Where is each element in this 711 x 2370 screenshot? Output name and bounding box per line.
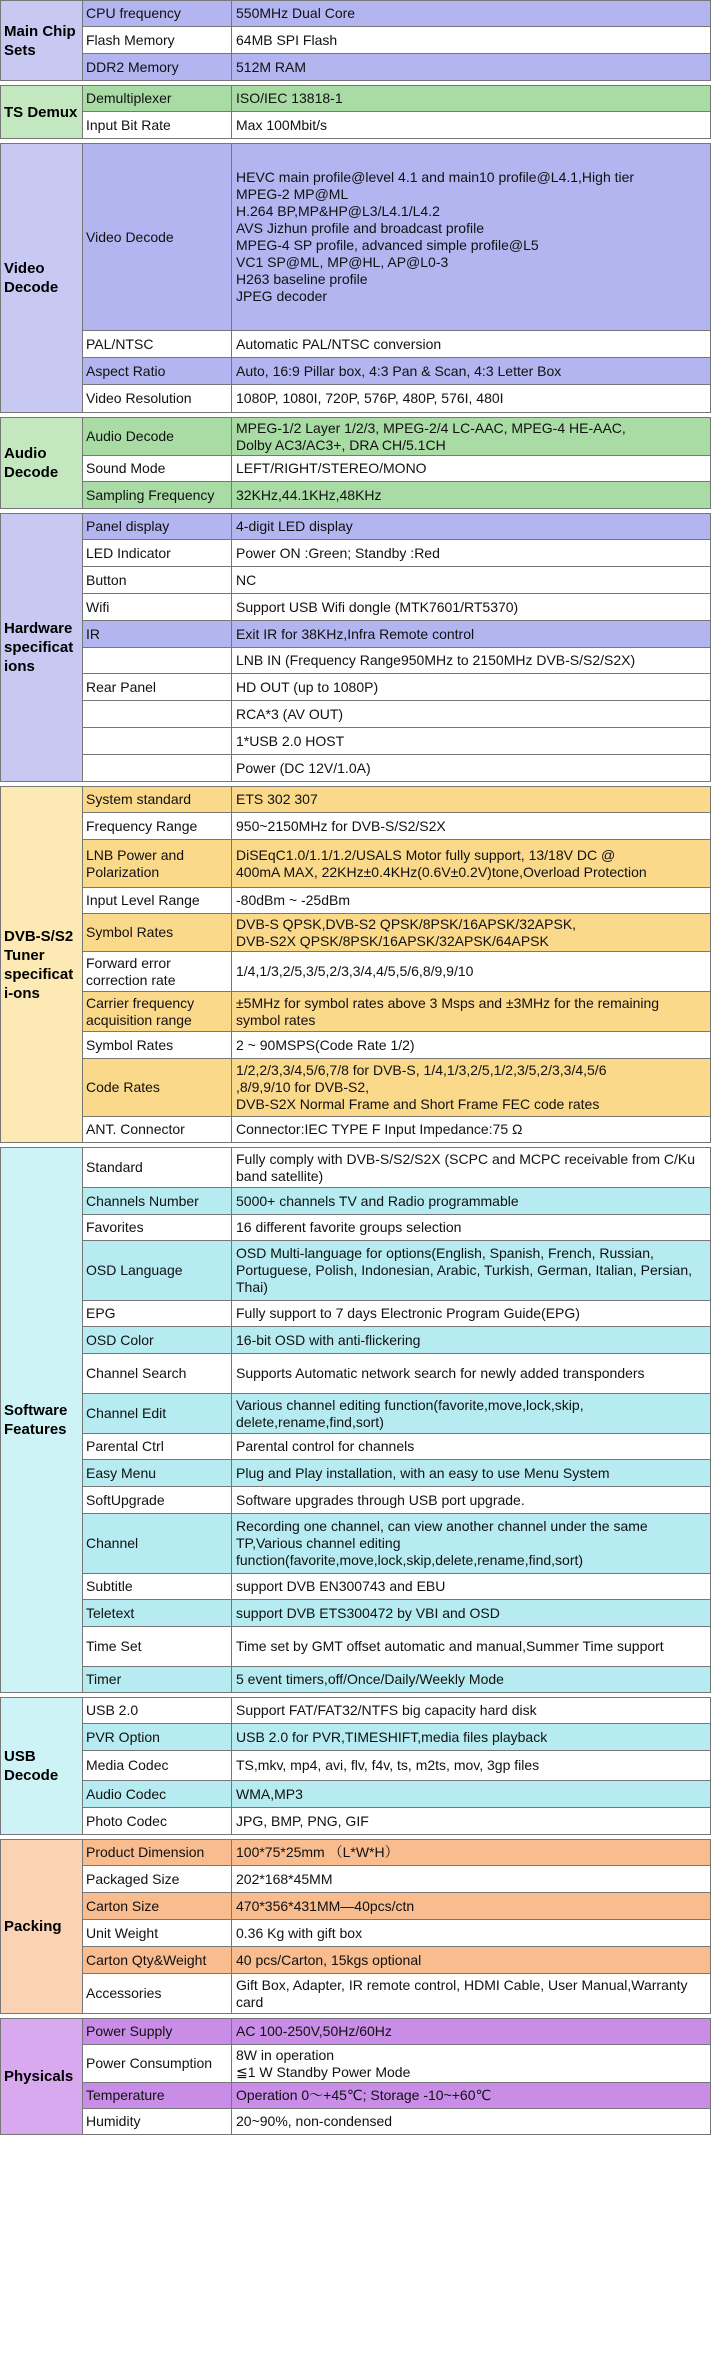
spec-key: Channel [82,1514,232,1573]
spec-value: 0.36 Kg with gift box [232,1920,711,1946]
spec-value: Fully comply with DVB-S/S2/S2X (SCPC and MCPC receivable from C/Ku band satellite) [232,1148,711,1187]
spec-row [82,755,711,782]
spec-value: 100*75*25mm （L*W*H） [232,1840,711,1865]
spec-value: LEFT/RIGHT/STEREO/MONO [232,456,711,481]
spec-value: Power (DC 12V/1.0A) [232,755,711,781]
spec-value: 512M RAM [232,54,711,80]
spec-row [82,1032,711,1059]
spec-section [0,786,711,1147]
section-title: Audio Decode [0,417,82,509]
spec-key: Demultiplexer [82,86,232,111]
spec-value: ISO/IEC 13818-1 [232,86,711,111]
spec-value: 202*168*45MM [232,1866,711,1892]
spec-key: Parental Ctrl [82,1434,232,1459]
spec-key: Carrier frequency acquisition range [82,992,232,1031]
spec-key: CPU frequency [82,1,232,26]
spec-row [82,456,711,482]
spec-value: Support USB Wifi dongle (MTK7601/RT5370) [232,594,711,620]
spec-key: Symbol Rates [82,914,232,951]
spec-key: LED Indicator [82,540,232,566]
spec-key: PVR Option [82,1724,232,1750]
spec-key: Channels Number [82,1188,232,1214]
spec-value: 950~2150MHz for DVB-S/S2/S2X [232,813,711,839]
spec-row [82,621,711,648]
spec-value: 1/2,2/3,3/4,5/6,7/8 for DVB-S, 1/4,1/3,2/5,1/2,3/5,2/3,3/4,5/6 ,8/9,9/10 for DVB-S2, DVB-S2X Normal Frame and Short Frame FEC code rates [232,1059,711,1116]
spec-row [82,482,711,509]
spec-value: 1*USB 2.0 HOST [232,728,711,754]
spec-row [82,1920,711,1947]
spec-row [82,674,711,701]
spec-row [82,1301,711,1327]
spec-key: EPG [82,1301,232,1326]
spec-row [82,648,711,674]
spec-key: Frequency Range [82,813,232,839]
spec-row [82,2109,711,2135]
spec-section [0,2018,711,2139]
spec-row [82,1840,711,1866]
spec-key: PAL/NTSC [82,331,232,357]
spec-value: Supports Automatic network search for newly added transponders [232,1354,711,1393]
spec-row [82,358,711,385]
spec-key: Symbol Rates [82,1032,232,1058]
spec-key: Standard [82,1148,232,1187]
spec-key: Channel Edit [82,1394,232,1433]
spec-key: Humidity [82,2109,232,2134]
spec-value: ETS 302 307 [232,787,711,812]
spec-section [0,85,711,143]
spec-row [82,1627,711,1667]
spec-key: Audio Codec [82,1781,232,1807]
spec-value: NC [232,567,711,593]
spec-key: Flash Memory [82,27,232,53]
spec-row [82,787,711,813]
spec-row [82,1514,711,1574]
spec-row [82,840,711,888]
spec-row [82,331,711,358]
spec-key: OSD Color [82,1327,232,1353]
spec-section [0,143,711,417]
spec-value: 1080P, 1080I, 720P, 576P, 480P, 576I, 480I [232,385,711,412]
spec-key: Rear Panel [82,674,232,700]
spec-row [82,728,711,755]
spec-key: USB 2.0 [82,1698,232,1723]
spec-row [82,1215,711,1241]
spec-row [82,1487,711,1514]
spec-value: USB 2.0 for PVR,TIMESHIFT,media files playback [232,1724,711,1750]
spec-row [82,1698,711,1724]
spec-value: support DVB ETS300472 by VBI and OSD [232,1600,711,1626]
section-title: USB Decode [0,1697,82,1835]
spec-value: TS,mkv, mp4, avi, flv, f4v, ts, m2ts, mov, 3gp files [232,1751,711,1780]
spec-value: Recording one channel, can view another channel under the same TP,Various channel editing function(favorite,move,lock,skip,delete,rename,find,sort) [232,1514,711,1573]
spec-value: RCA*3 (AV OUT) [232,701,711,727]
spec-section [0,1147,711,1697]
spec-row [82,1574,711,1600]
spec-key: Input Bit Rate [82,112,232,138]
spec-section [0,513,711,786]
spec-value: 32KHz,44.1KHz,48KHz [232,482,711,508]
spec-row [82,1600,711,1627]
spec-key [82,648,232,673]
spec-row [82,86,711,112]
spec-row [82,1893,711,1920]
spec-value: 5 event timers,off/Once/Daily/Weekly Mode [232,1667,711,1692]
spec-value: support DVB EN300743 and EBU [232,1574,711,1599]
spec-row [82,888,711,914]
spec-key: Time Set [82,1627,232,1666]
spec-value: ±5MHz for symbol rates above 3 Msps and ±3MHz for the remaining symbol rates [232,992,711,1031]
spec-key: Power Consumption [82,2045,232,2082]
spec-value: 20~90%, non-condensed [232,2109,711,2134]
spec-row [82,1974,711,2014]
spec-value: 16-bit OSD with anti-flickering [232,1327,711,1353]
spec-row [82,1751,711,1781]
spec-key: Favorites [82,1215,232,1240]
spec-key: Audio Decode [82,418,232,455]
spec-value: Power ON :Green; Standby :Red [232,540,711,566]
spec-value: -80dBm ~ -25dBm [232,888,711,913]
spec-value: Support FAT/FAT32/NTFS big capacity hard disk [232,1698,711,1723]
spec-row [82,567,711,594]
spec-section [0,417,711,513]
spec-value: 16 different favorite groups selection [232,1215,711,1240]
spec-key: Aspect Ratio [82,358,232,384]
spec-key: Teletext [82,1600,232,1626]
spec-key [82,701,232,727]
spec-value: 8W in operation ≦1 W Standby Power Mode [232,2045,711,2082]
spec-key: Video Decode [82,144,232,330]
spec-row [82,2045,711,2083]
section-title: Packing [0,1839,82,2014]
spec-row [82,144,711,331]
spec-value: Software upgrades through USB port upgrade. [232,1487,711,1513]
spec-value: DVB-S QPSK,DVB-S2 QPSK/8PSK/16APSK/32APSK, DVB-S2X QPSK/8PSK/16APSK/32APSK/64APSK [232,914,711,951]
spec-row [82,2019,711,2045]
spec-row [82,1148,711,1188]
spec-row [82,1117,711,1143]
spec-value: 64MB SPI Flash [232,27,711,53]
spec-row [82,1327,711,1354]
spec-key: Channel Search [82,1354,232,1393]
spec-row [82,54,711,81]
spec-value: Exit IR for 38KHz,Infra Remote control [232,621,711,647]
spec-key [82,728,232,754]
spec-value: HEVC main profile@level 4.1 and main10 profile@L4.1,High tier MPEG-2 MP@ML H.264 BP,MP&HP@L3/L4.1/L4.2 AVS Jizhun profile and broadcast profile MPEG-4 SP profile, advanced simple profile@L5 VC1 SP@ML, MP@HL, AP@L0-3 H263 baseline profile JPEG decoder [232,144,711,330]
spec-value: Plug and Play installation, with an easy to use Menu System [232,1460,711,1486]
spec-section [0,1839,711,2018]
spec-key: Video Resolution [82,385,232,412]
spec-key: Carton Qty&Weight [82,1947,232,1973]
spec-key: DDR2 Memory [82,54,232,80]
spec-row [82,1059,711,1117]
section-title: Video Decode [0,143,82,413]
spec-value: Connector:IEC TYPE F Input Impedance:75 Ω [232,1117,711,1142]
spec-row [82,992,711,1032]
spec-row [82,813,711,840]
spec-row [82,1241,711,1301]
spec-row [82,540,711,567]
spec-value: 470*356*431MM—40pcs/ctn [232,1893,711,1919]
section-title: Software Features [0,1147,82,1693]
spec-value: MPEG-1/2 Layer 1/2/3, MPEG-2/4 LC-AAC, MPEG-4 HE-AAC, Dolby AC3/AC3+, DRA CH/5.1CH [232,418,711,455]
spec-key: System standard [82,787,232,812]
spec-key: Sampling Frequency [82,482,232,508]
spec-section [0,0,711,85]
spec-row [82,1808,711,1835]
spec-key: Photo Codec [82,1808,232,1834]
section-title: Hardware specificat ions [0,513,82,782]
spec-key: Product Dimension [82,1840,232,1865]
spec-value: Time set by GMT offset automatic and manual,Summer Time support [232,1627,711,1666]
spec-row [82,1,711,27]
spec-key: Forward error correction rate [82,952,232,991]
spec-key: Panel display [82,514,232,539]
spec-value: 40 pcs/Carton, 15kgs optional [232,1947,711,1973]
spec-row [82,1188,711,1215]
section-title: Physicals [0,2018,82,2135]
spec-value: 4-digit LED display [232,514,711,539]
spec-value: DiSEqC1.0/1.1/1.2/USALS Motor fully support, 13/18V DC @ 400mA MAX, 22KHz±0.4KHz(0.6V±0.2V)tone,Overload Protection [232,840,711,887]
spec-key: Button [82,567,232,593]
spec-key: Media Codec [82,1751,232,1780]
spec-row [82,2083,711,2109]
spec-row [82,112,711,139]
spec-row [82,1947,711,1974]
spec-row [82,27,711,54]
spec-key: ANT. Connector [82,1117,232,1142]
spec-key: IR [82,621,232,647]
spec-key: Easy Menu [82,1460,232,1486]
spec-row [82,1354,711,1394]
spec-key: Wifi [82,594,232,620]
spec-row [82,1434,711,1460]
section-title: DVB-S/S2 Tuner specificat i-ons [0,786,82,1143]
spec-row [82,594,711,621]
spec-value: Max 100Mbit/s [232,112,711,138]
spec-value: Operation 0～+45℃; Storage -10~+60℃ [232,2083,711,2108]
spec-value: WMA,MP3 [232,1781,711,1807]
spec-key: Temperature [82,2083,232,2108]
spec-key: Packaged Size [82,1866,232,1892]
spec-key [82,755,232,781]
spec-key: Unit Weight [82,1920,232,1946]
spec-row [82,1724,711,1751]
spec-row [82,1460,711,1487]
spec-value: OSD Multi-language for options(English, Spanish, French, Russian, Portuguese, Polish, Indonesian, Arabic, Turkish, German, Italian, Persian, Thai) [232,1241,711,1300]
spec-row [82,1866,711,1893]
spec-value: Fully support to 7 days Electronic Program Guide(EPG) [232,1301,711,1326]
spec-key: LNB Power and Polarization [82,840,232,887]
spec-row [82,385,711,413]
spec-value: HD OUT (up to 1080P) [232,674,711,700]
spec-key: OSD Language [82,1241,232,1300]
spec-key: Power Supply [82,2019,232,2044]
spec-row [82,514,711,540]
spec-row [82,1394,711,1434]
spec-row [82,1667,711,1693]
spec-key: Subtitle [82,1574,232,1599]
spec-key: Timer [82,1667,232,1692]
spec-value: 5000+ channels TV and Radio programmable [232,1188,711,1214]
section-title: Main Chip Sets [0,0,82,81]
spec-value: Automatic PAL/NTSC conversion [232,331,711,357]
spec-key: Accessories [82,1974,232,2013]
spec-value: Auto, 16:9 Pillar box, 4:3 Pan & Scan, 4:3 Letter Box [232,358,711,384]
spec-key: Code Rates [82,1059,232,1116]
section-title: TS Demux [0,85,82,139]
spec-key: Sound Mode [82,456,232,481]
spec-key: SoftUpgrade [82,1487,232,1513]
spec-row [82,701,711,728]
spec-value: LNB IN (Frequency Range950MHz to 2150MHz DVB-S/S2/S2X) [232,648,711,673]
spec-value: AC 100-250V,50Hz/60Hz [232,2019,711,2044]
spec-value: JPG, BMP, PNG, GIF [232,1808,711,1834]
spec-value: 550MHz Dual Core [232,1,711,26]
spec-row [82,952,711,992]
spec-section [0,1697,711,1839]
spec-key: Input Level Range [82,888,232,913]
spec-row [82,914,711,952]
spec-value: 2 ~ 90MSPS(Code Rate 1/2) [232,1032,711,1058]
spec-key: Carton Size [82,1893,232,1919]
spec-row [82,1781,711,1808]
spec-value: Gift Box, Adapter, IR remote control, HDMI Cable, User Manual,Warranty card [232,1974,711,2013]
spec-value: Various channel editing function(favorite,move,lock,skip, delete,rename,find,sort) [232,1394,711,1433]
spec-value: 1/4,1/3,2/5,3/5,2/3,3/4,4/5,5/6,8/9,9/10 [232,952,711,991]
spec-value: Parental control for channels [232,1434,711,1459]
spec-row [82,418,711,456]
